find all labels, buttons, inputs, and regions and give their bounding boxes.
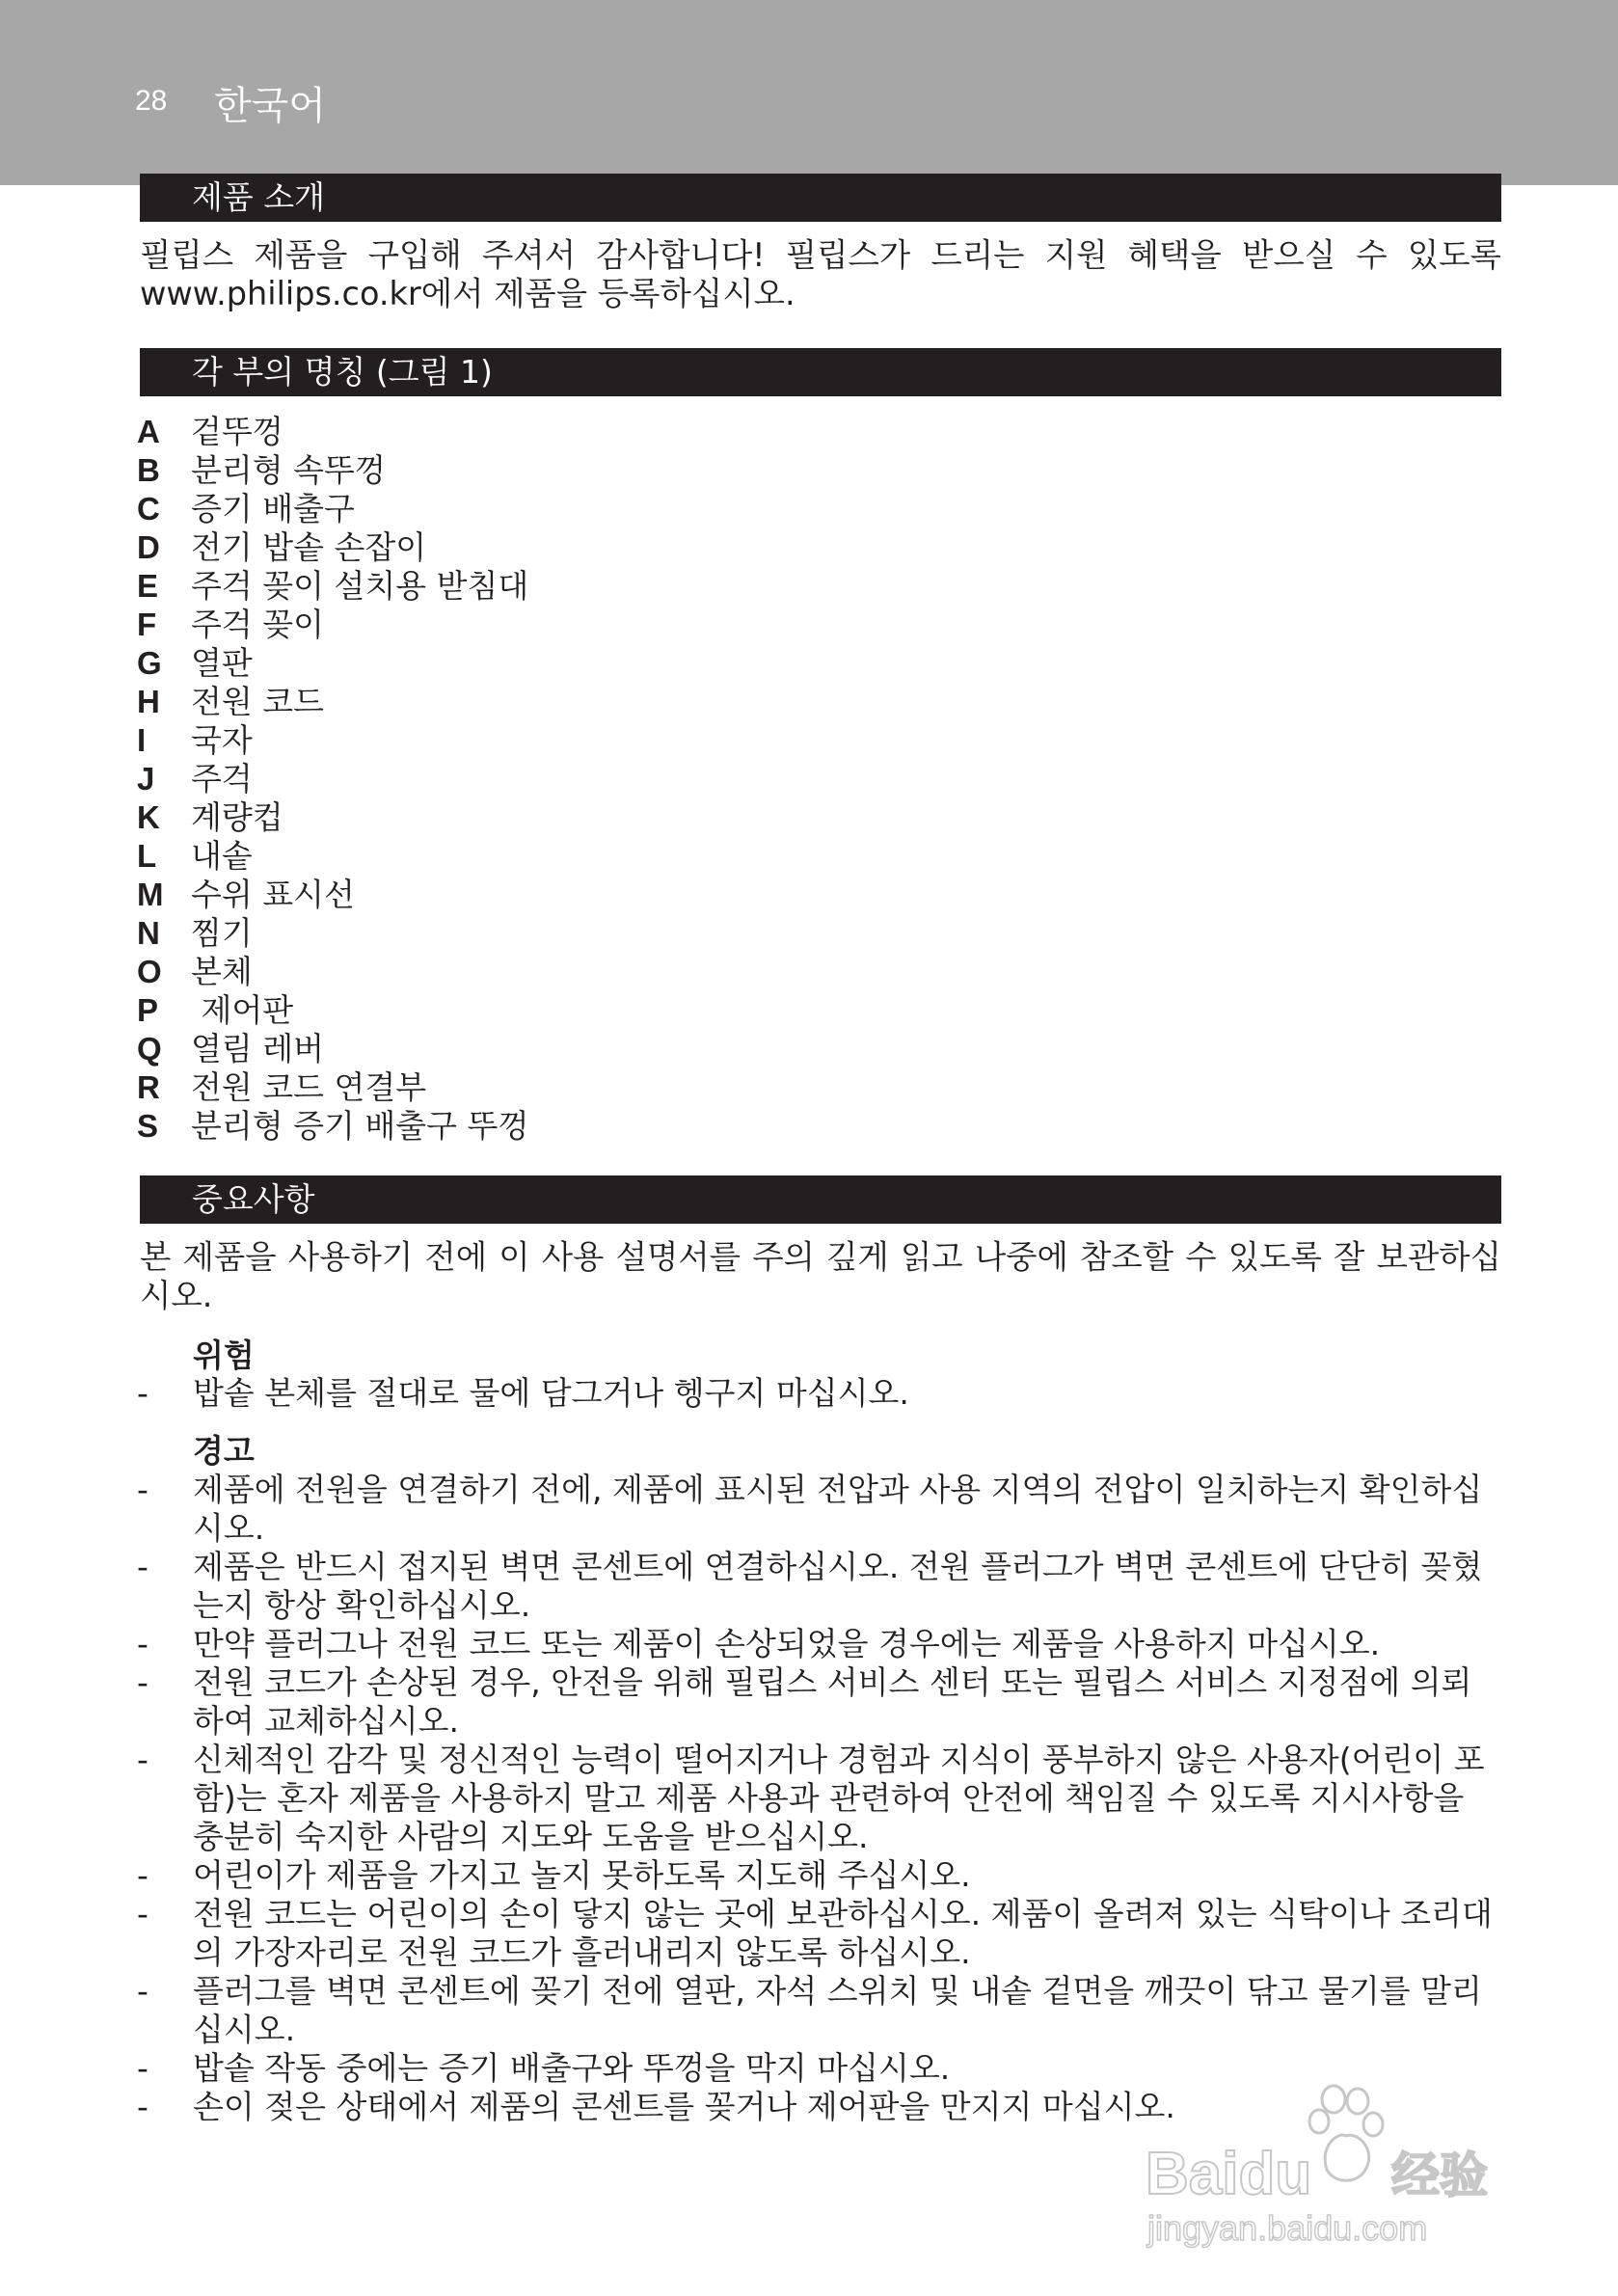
list-item	[137, 644, 528, 683]
watermark-brand: Baidu	[1146, 2141, 1312, 2207]
list-item: - 손이 젖은 상태에서 제품의 콘센트를 꽂거나 제어판을 만지지 마십시오.	[137, 2088, 1175, 2125]
important-paragraph: 본 제품을 사용하기 전에 이 사용 설명서를 주의 깊게 읽고 나중에 참조할 수 있도록 잘 보관하십시오.	[140, 1238, 1501, 1314]
list-item: - 플러그를 벽면 콘센트에 꽂기 전에 열판, 자석 스위치 및 내솥 겉면을 깨끗이 닦고 물기를 말리십시오.	[137, 1972, 1482, 2048]
part-letter: G	[137, 645, 162, 681]
part-label: 주걱 꽂이 설치용 받침대	[191, 567, 529, 605]
list-item	[137, 1030, 528, 1068]
part-label: 전원 코드	[191, 683, 325, 720]
list-item	[137, 991, 528, 1030]
intro-paragraph: 필립스 제품을 구입해 주셔서 감사합니다! 필립스가 드리는 지원 혜택을 받으실 수 있도록 www.philips.co.kr에서 제품을 등록하십시오.	[140, 236, 1501, 312]
part-letter: O	[137, 954, 162, 989]
list-item	[137, 683, 528, 721]
part-letter: E	[137, 568, 159, 604]
baidu-watermark-logo	[1146, 2078, 1531, 2252]
part-label: 국자	[191, 721, 253, 759]
part-label: 제어판	[191, 991, 294, 1029]
warning-item-text: 만약 플러그나 전원 코드 또는 제품이 손상되었을 경우에는 제품을 사용하지 마십시오.	[193, 1625, 1381, 1662]
part-label: 분리형 증기 배출구 뚜껑	[191, 1107, 529, 1145]
warning-item-text: 제품은 반드시 접지된 벽면 콘센트에 연결하십시오. 전원 플러그가 벽면 콘센트에 단단히 꽂혔는지 항상 확인하십시오.	[193, 1548, 1483, 1624]
part-letter: P	[137, 992, 159, 1028]
danger-item-text: 밥솥 본체를 절대로 물에 담그거나 헹구지 마십시오.	[193, 1374, 909, 1412]
watermark-url: jingyan.baidu.com	[1147, 2208, 1428, 2248]
list-item	[137, 1068, 528, 1107]
warning-list	[137, 1471, 1501, 2126]
section-title-parts: 각 부의 명칭 (그림 1)	[140, 348, 1501, 396]
list-item	[137, 798, 528, 837]
list-item	[137, 876, 528, 914]
part-letter: M	[137, 877, 164, 912]
page-header-band	[0, 0, 1618, 185]
list-item	[137, 451, 528, 490]
list-item: - 만약 플러그나 전원 코드 또는 제품이 손상되었을 경우에는 제품을 사용하지 마십시오.	[137, 1625, 1381, 1662]
danger-heading: 위험	[193, 1337, 255, 1374]
warning-item-text: 제품에 전원을 연결하기 전에, 제품에 표시된 전압과 사용 지역의 전압이 일치하는지 확인하십시오.	[193, 1471, 1483, 1547]
list-item	[137, 1107, 528, 1146]
part-letter: Q	[137, 1031, 162, 1067]
list-item: - 밥솥 본체를 절대로 물에 담그거나 헹구지 마십시오.	[137, 1374, 909, 1412]
list-item	[137, 914, 528, 953]
part-letter: A	[137, 414, 160, 449]
list-item	[137, 606, 528, 644]
part-letter: N	[137, 915, 160, 951]
warning-item-text: 밥솥 작동 중에는 증기 배출구와 뚜껑을 막지 마십시오.	[193, 2049, 951, 2087]
part-label: 내솥	[191, 837, 253, 875]
part-letter: J	[137, 761, 155, 797]
list-item	[137, 721, 528, 760]
part-letter: K	[137, 799, 160, 835]
part-label: 열림 레버	[191, 1030, 325, 1067]
list-item: - 어린이가 제품을 가지고 놀지 못하도록 지도해 주십시오.	[137, 1856, 971, 1894]
part-label: 주걱	[191, 760, 253, 797]
list-item: - 신체적인 감각 및 정신적인 능력이 떨어지거나 경험과 지식이 풍부하지 않은 사용자(어린이 포함)는 혼자 제품을 사용하지 말고 제품 사용과 관련하여 안전에 책임질 수 있도록 지시사항을 충분히 숙지한 사람의 지도와 도움을 받으십시오.	[137, 1741, 1485, 1855]
list-item	[137, 837, 528, 876]
part-label: 본체	[191, 953, 253, 990]
warning-item-text: 신체적인 감각 및 정신적인 능력이 떨어지거나 경험과 지식이 풍부하지 않은 사용자(어린이 포함)는 혼자 제품을 사용하지 말고 제품 사용과 관련하여 안전에 책임질 수 있도록 지시사항을 충분히 숙지한 사람의 지도와 도움을 받으십시오.	[193, 1741, 1485, 1855]
list-item: - 제품에 전원을 연결하기 전에, 제품에 표시된 전압과 사용 지역의 전압이 일치하는지 확인하십시오.	[137, 1471, 1483, 1547]
part-letter: H	[137, 684, 160, 719]
parts-list	[137, 413, 528, 1146]
danger-list	[137, 1374, 1501, 1413]
part-letter: C	[137, 491, 160, 527]
part-label: 주걱 꽂이	[191, 606, 325, 643]
list-item	[137, 413, 528, 451]
part-letter: I	[137, 722, 147, 758]
part-label: 증기 배출구	[191, 490, 355, 527]
section-title-important: 중요사항	[140, 1175, 1501, 1224]
part-label: 열판	[191, 644, 253, 682]
list-item	[137, 953, 528, 991]
part-label: 계량컵	[191, 798, 283, 836]
warning-item-text: 플러그를 벽면 콘센트에 꽂기 전에 열판, 자석 스위치 및 내솥 겉면을 깨끗이 닦고 물기를 말리십시오.	[193, 1972, 1482, 2048]
warning-item-text: 어린이가 제품을 가지고 놀지 못하도록 지도해 주십시오.	[193, 1856, 971, 1894]
warning-item-text: 전원 코드는 어린이의 손이 닿지 않는 곳에 보관하십시오. 제품이 올려져 있는 식탁이나 조리대의 가장자리로 전원 코드가 흘러내리지 않도록 하십시오.	[193, 1895, 1493, 1971]
list-item: - 전원 코드는 어린이의 손이 닿지 않는 곳에 보관하십시오. 제품이 올려져 있는 식탁이나 조리대의 가장자리로 전원 코드가 흘러내리지 않도록 하십시오.	[137, 1895, 1493, 1971]
part-label: 찜기	[191, 914, 253, 952]
list-item: - 제품은 반드시 접지된 벽면 콘센트에 연결하십시오. 전원 플러그가 벽면 콘센트에 단단히 꽂혔는지 항상 확인하십시오.	[137, 1548, 1483, 1624]
list-item: - 밥솥 작동 중에는 증기 배출구와 뚜껑을 막지 마십시오.	[137, 2049, 951, 2087]
part-label: 전기 밥솥 손잡이	[191, 528, 427, 566]
part-label: 수위 표시선	[191, 876, 355, 913]
part-letter: R	[137, 1069, 160, 1105]
list-item: - 전원 코드가 손상된 경우, 안전을 위해 필립스 서비스 센터 또는 필립스 서비스 지정점에 의뢰하여 교체하십시오.	[137, 1663, 1472, 1740]
part-letter: L	[137, 838, 157, 874]
language-heading: 한국어	[214, 84, 326, 128]
part-label: 전원 코드 연결부	[191, 1068, 427, 1106]
part-letter: S	[137, 1108, 159, 1144]
warning-item-text: 손이 젖은 상태에서 제품의 콘센트를 꽂거나 제어판을 만지지 마십시오.	[193, 2088, 1175, 2125]
part-letter: F	[137, 607, 157, 642]
warning-item-text: 전원 코드가 손상된 경우, 안전을 위해 필립스 서비스 센터 또는 필립스 서비스 지정점에 의뢰하여 교체하십시오.	[193, 1663, 1472, 1740]
watermark-brand-cn: 经验	[1391, 2147, 1488, 2203]
page-number: 28	[135, 85, 168, 117]
section-title-intro: 제품 소개	[140, 174, 1501, 222]
part-letter: D	[137, 529, 160, 565]
part-label: 분리형 속뚜껑	[191, 451, 386, 489]
part-label: 겉뚜껑	[191, 413, 283, 450]
list-item	[137, 567, 528, 606]
list-item	[137, 528, 528, 567]
part-letter: B	[137, 452, 160, 488]
list-item	[137, 490, 528, 528]
list-item	[137, 760, 528, 798]
warning-heading: 경고	[193, 1432, 255, 1470]
